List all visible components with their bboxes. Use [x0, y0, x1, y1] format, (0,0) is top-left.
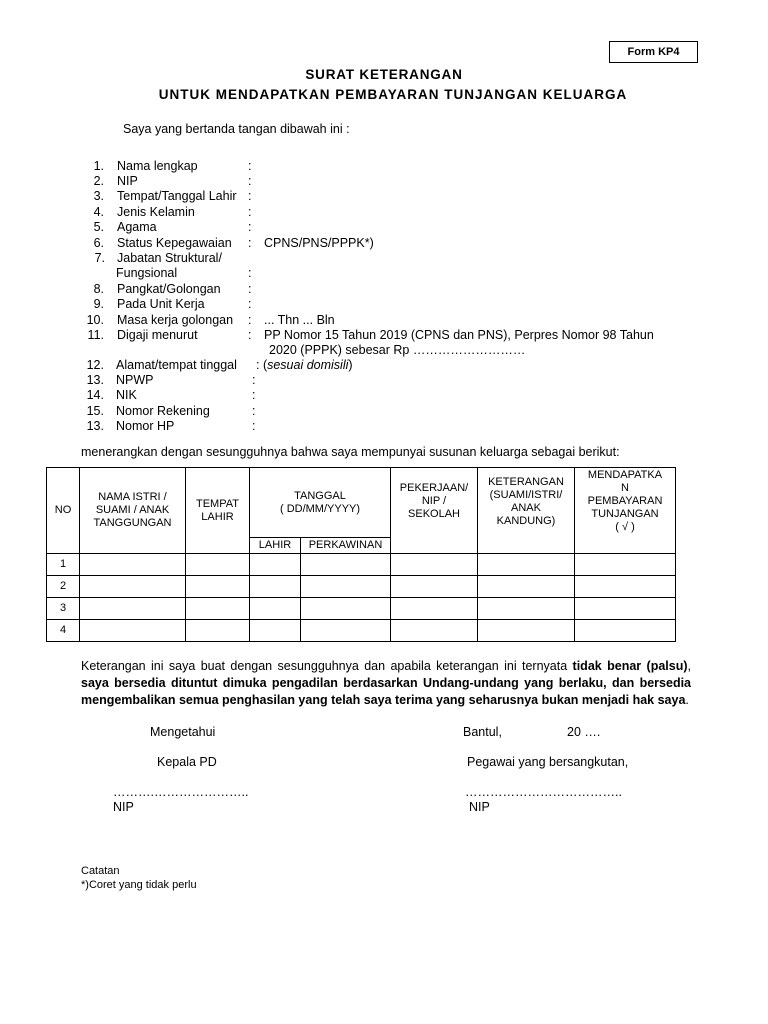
- header-tempat-lahir: TEMPAT LAHIR: [186, 468, 250, 554]
- cell-keterangan[interactable]: [478, 576, 575, 598]
- date-label: 20 ….: [567, 725, 601, 739]
- header-nama: NAMA ISTRI / SUAMI / ANAK TANGGUNGAN: [80, 468, 186, 554]
- statement-line-3: mengembalikan semua penghasilan yang telah saya terima yang seharusnya bukan menjadi hak saya.: [81, 693, 689, 707]
- cell-nama[interactable]: [80, 554, 186, 576]
- item-label: Jenis Kelamin: [117, 205, 195, 219]
- row-number: 1: [47, 554, 80, 576]
- item-label: Agama: [117, 220, 157, 234]
- item-number: 9.: [93, 297, 104, 311]
- item-number: 2.: [93, 174, 104, 188]
- left-signature-line: ……….…………………..: [113, 785, 249, 799]
- item-label: Tempat/Tanggal Lahir: [117, 189, 237, 203]
- cell-tempat[interactable]: [186, 598, 250, 620]
- table-row: [47, 598, 676, 620]
- item-colon: :: [248, 189, 252, 203]
- cell-perkawinan[interactable]: [301, 620, 391, 642]
- item-label: NIP: [117, 174, 138, 188]
- item-colon: :: [248, 159, 252, 173]
- item-number: 4.: [93, 205, 104, 219]
- item-label: Masa kerja golongan: [117, 313, 234, 327]
- cell-pekerjaan[interactable]: [391, 598, 478, 620]
- item-colon: :: [248, 220, 252, 234]
- item-label: Pangkat/Golongan: [117, 282, 221, 296]
- item-value-continued[interactable]: 2020 (PPPK) sebesar Rp ………………………: [269, 343, 526, 357]
- header-tanggal: TANGGAL ( DD/MM/YYYY): [250, 468, 391, 538]
- header-mendapatkan: MENDAPATKA N PEMBAYARAN TUNJANGAN ( √ ): [575, 468, 676, 554]
- item-number: 1.: [93, 159, 104, 173]
- item-label: Status Kepegawaian: [117, 236, 232, 250]
- item-number: 13.: [86, 373, 104, 387]
- title-line-2: UNTUK MENDAPATKAN PEMBAYARAN TUNJANGAN KELUARGA: [158, 87, 628, 102]
- item-colon: :: [252, 388, 256, 402]
- header-lahir: LAHIR: [250, 538, 301, 554]
- header-pekerjaan: PEKERJAAN/ NIP / SEKOLAH: [391, 468, 478, 554]
- identity-row: [0, 327, 768, 357]
- item-number: 7.: [94, 251, 105, 265]
- item-number: 15.: [86, 404, 104, 418]
- item-label: Digaji menurut: [117, 328, 198, 342]
- row-number: 4: [47, 620, 80, 642]
- form-code: Form KP4: [627, 46, 680, 58]
- cell-mendapatkan[interactable]: [575, 598, 676, 620]
- item-number: 11.: [87, 328, 104, 342]
- identity-row: [0, 235, 768, 251]
- item-number: 12.: [86, 358, 104, 372]
- cell-perkawinan[interactable]: [301, 576, 391, 598]
- header-perkawinan: PERKAWINAN: [301, 538, 391, 554]
- identity-row: [0, 372, 768, 388]
- identity-row: [0, 387, 768, 403]
- item-colon: :: [248, 328, 252, 342]
- identity-row: [0, 250, 768, 280]
- cell-perkawinan[interactable]: [301, 554, 391, 576]
- item-label-continued: Fungsional: [116, 266, 178, 280]
- identity-row: [0, 158, 768, 174]
- notes-text: *)Coret yang tidak perlu: [81, 879, 197, 891]
- identity-row: [0, 418, 768, 434]
- cell-lahir[interactable]: [250, 620, 301, 642]
- identity-row: [0, 357, 768, 373]
- mengetahui-label: Mengetahui: [150, 725, 216, 739]
- item-colon: :: [248, 266, 252, 280]
- item-value[interactable]: ... Thn ... Bln: [264, 313, 335, 327]
- item-number: 3.: [93, 189, 104, 203]
- cell-nama[interactable]: [80, 576, 186, 598]
- item-value[interactable]: PP Nomor 15 Tahun 2019 (CPNS dan PNS), Perpres Nomor 98 Tahun: [264, 328, 654, 342]
- cell-pekerjaan[interactable]: [391, 576, 478, 598]
- cell-perkawinan[interactable]: [301, 598, 391, 620]
- item-label: Alamat/tempat tinggal: [116, 358, 237, 372]
- cell-mendapatkan[interactable]: [575, 554, 676, 576]
- cell-pekerjaan[interactable]: [391, 554, 478, 576]
- item-colon: :: [248, 205, 252, 219]
- identity-row: [0, 173, 768, 189]
- pegawai-label: Pegawai yang bersangkutan,: [467, 755, 629, 769]
- item-colon: :: [248, 236, 252, 250]
- cell-tempat[interactable]: [186, 576, 250, 598]
- family-table: [46, 467, 676, 642]
- statement-line-1: Keterangan ini saya buat dengan sesungguhnya dan apabila keterangan ini ternyata tidak benar (palsu),: [81, 659, 691, 673]
- item-value[interactable]: CPNS/PNS/PPPK*): [264, 236, 374, 250]
- cell-keterangan[interactable]: [478, 598, 575, 620]
- identity-row: [0, 219, 768, 235]
- item-colon: :: [252, 419, 256, 433]
- cell-keterangan[interactable]: [478, 620, 575, 642]
- cell-lahir[interactable]: [250, 554, 301, 576]
- item-label: Nama lengkap: [117, 159, 198, 173]
- statement-paragraph: [81, 658, 691, 709]
- item-label: NPWP: [116, 373, 154, 387]
- row-number: 3: [47, 598, 80, 620]
- item-colon: :: [252, 373, 256, 387]
- kepala-pd-label: Kepala PD: [157, 755, 217, 769]
- item-number: 14.: [86, 388, 104, 402]
- cell-keterangan[interactable]: [478, 554, 575, 576]
- header-no: NO: [47, 468, 80, 554]
- identity-row: [0, 312, 768, 328]
- item-value[interactable]: : (sesuai domisili): [256, 358, 353, 372]
- item-colon: :: [248, 282, 252, 296]
- cell-tempat[interactable]: [186, 554, 250, 576]
- item-label: Nomor Rekening: [116, 404, 210, 418]
- cell-pekerjaan[interactable]: [391, 620, 478, 642]
- right-signature-line: ………………………………..: [465, 785, 622, 799]
- form-code-box: [609, 41, 698, 63]
- cell-lahir[interactable]: [250, 576, 301, 598]
- item-label: Pada Unit Kerja: [117, 297, 205, 311]
- cell-mendapatkan[interactable]: [575, 576, 676, 598]
- item-label: Jabatan Struktural/: [117, 251, 222, 265]
- item-number: 8.: [93, 282, 104, 296]
- cell-mendapatkan[interactable]: [575, 620, 676, 642]
- declaration-text: menerangkan dengan sesungguhnya bahwa saya mempunyai susunan keluarga sebagai berikut:: [81, 445, 620, 459]
- item-number: 6.: [93, 236, 104, 250]
- left-nip-label: NIP: [113, 800, 134, 814]
- item-number: 13.: [86, 419, 104, 433]
- item-label: Nomor HP: [116, 419, 175, 433]
- item-colon: :: [252, 404, 256, 418]
- identity-row: [0, 281, 768, 297]
- cell-tempat[interactable]: [186, 620, 250, 642]
- notes-title: Catatan: [81, 865, 120, 877]
- cell-lahir[interactable]: [250, 598, 301, 620]
- header-keterangan: KETERANGAN (SUAMI/ISTRI/ ANAK KANDUNG): [478, 468, 575, 554]
- item-colon: :: [248, 174, 252, 188]
- identity-row: [0, 296, 768, 312]
- item-number: 10.: [86, 313, 104, 327]
- item-label: NIK: [116, 388, 137, 402]
- table-row: [47, 620, 676, 642]
- item-colon: :: [248, 297, 252, 311]
- table-row: [47, 554, 676, 576]
- row-number: 2: [47, 576, 80, 598]
- item-number: 5.: [93, 220, 104, 234]
- identity-row: [0, 403, 768, 419]
- identity-row: [0, 188, 768, 204]
- statement-line-2: saya bersedia dituntut dimuka pengadilan berdasarkan Undang-undang yang berlaku, dan bersedia: [81, 676, 691, 690]
- item-colon: :: [248, 313, 252, 327]
- intro-text: Saya yang bertanda tangan dibawah ini :: [123, 122, 350, 136]
- title-line-1: SURAT KETERANGAN: [305, 67, 463, 82]
- identity-row: [0, 204, 768, 220]
- cell-nama[interactable]: [80, 620, 186, 642]
- cell-nama[interactable]: [80, 598, 186, 620]
- place-label: Bantul,: [463, 725, 502, 739]
- right-nip-label: NIP: [469, 800, 490, 814]
- table-row: [47, 576, 676, 598]
